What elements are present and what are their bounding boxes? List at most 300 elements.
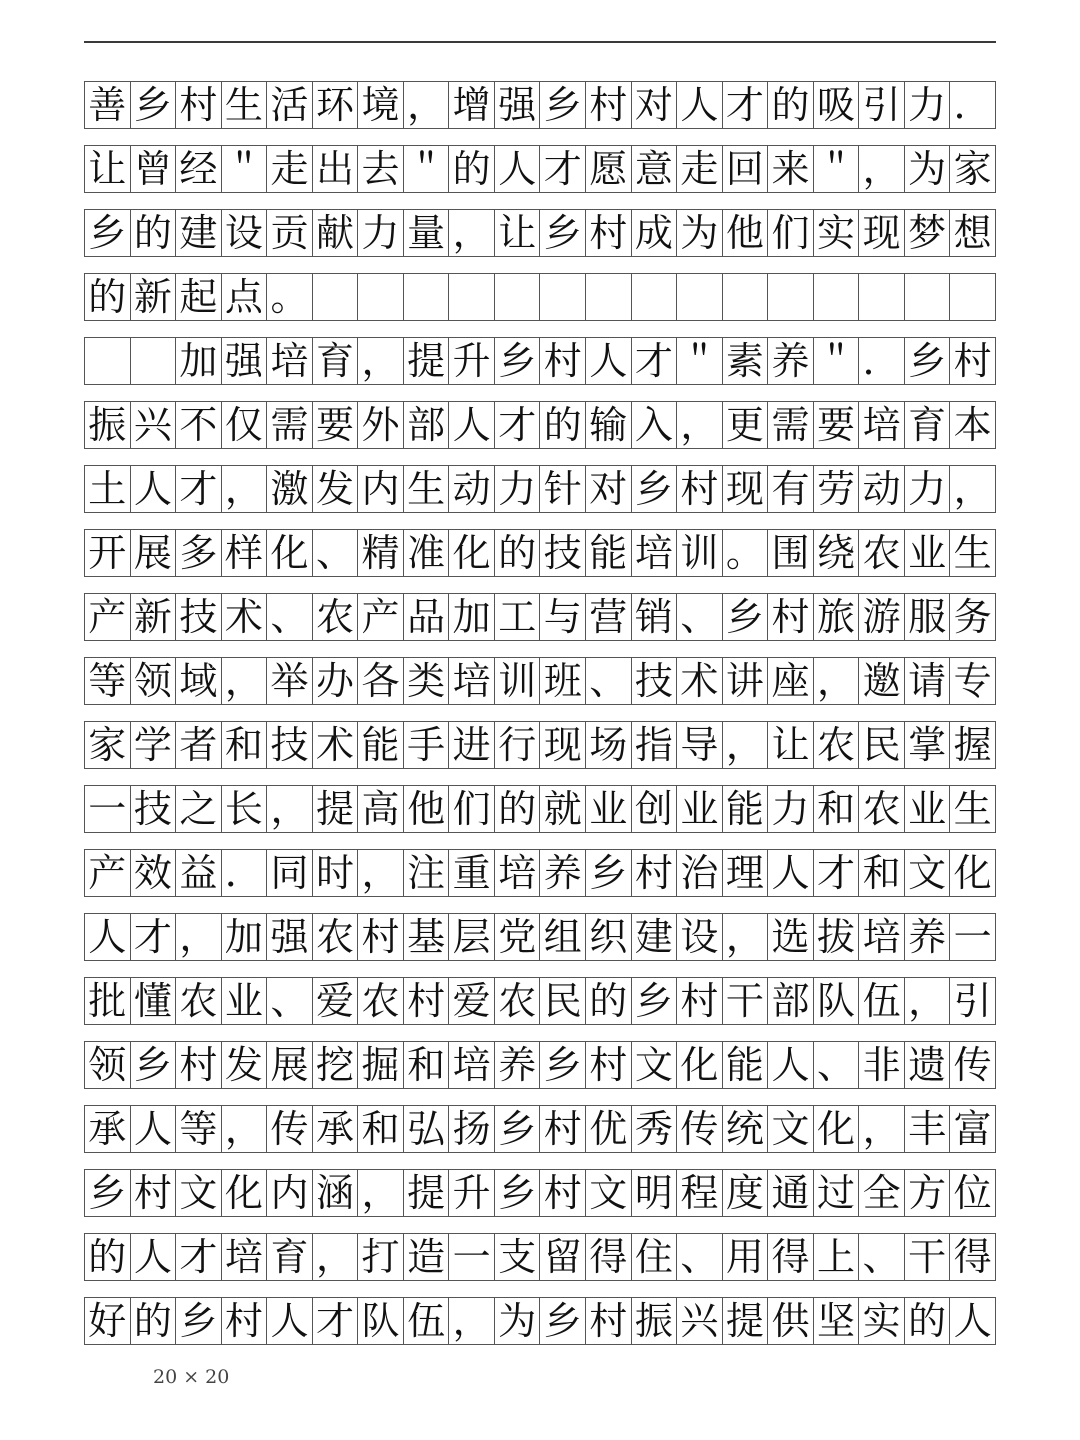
grid-cell: 引 [859, 82, 905, 128]
grid-cell: 部 [404, 402, 450, 448]
grid-cell: 环 [313, 82, 359, 128]
grid-cell: 生 [404, 466, 450, 512]
grid-cell: 村 [586, 210, 632, 256]
grid-cell: 统 [723, 1106, 769, 1152]
grid-cell: 建 [176, 210, 222, 256]
grid-cell: 队 [358, 1298, 404, 1344]
grid-cell: 现 [859, 210, 905, 256]
grid-cell: 培 [449, 1042, 495, 1088]
grid-cell: 者 [176, 722, 222, 768]
grid-cell: 富 [950, 1106, 996, 1152]
grid-cell: 化 [814, 1106, 860, 1152]
grid-row [84, 1233, 996, 1281]
grid-cell: 、 [859, 1234, 905, 1280]
grid-cell: 专 [950, 658, 996, 704]
grid-cell: 强 [267, 914, 313, 960]
grid-cell: 才 [176, 466, 222, 512]
grid-cell: 人 [85, 914, 131, 960]
grid-cell: 的 [586, 978, 632, 1024]
grid-cell: 乡 [905, 338, 951, 384]
grid-cell: 化 [267, 530, 313, 576]
grid-cell: 伍 [404, 1298, 450, 1344]
grid-cell: 农 [495, 978, 541, 1024]
grid-cell: 遗 [905, 1042, 951, 1088]
grid-cell: 、 [814, 1042, 860, 1088]
grid-cell: 民 [859, 722, 905, 768]
grid-cell: 的 [449, 146, 495, 192]
grid-cell: 农 [313, 594, 359, 640]
grid-cell: 技 [176, 594, 222, 640]
grid-row [84, 977, 996, 1025]
grid-cell: 注 [404, 850, 450, 896]
grid-cell: 全 [859, 1170, 905, 1216]
grid-cell: 针 [540, 466, 586, 512]
grid-cell: 量 [404, 210, 450, 256]
grid-cell: 村 [586, 1042, 632, 1088]
grid-cell: 打 [358, 1234, 404, 1280]
grid-cell: 化 [677, 1042, 723, 1088]
grid-cell: 营 [586, 594, 632, 640]
grid-cell: 请 [905, 658, 951, 704]
grid-cell: 激 [267, 466, 313, 512]
grid-cell: 走 [677, 146, 723, 192]
grid-cell: 民 [540, 978, 586, 1024]
grid-cell: 领 [85, 1042, 131, 1088]
grid-cell: 过 [814, 1170, 860, 1216]
grid-cell: ， [950, 466, 996, 512]
grid-size-label: 20 × 20 [153, 1366, 230, 1388]
grid-cell: 才 [814, 850, 860, 896]
grid-cell: 乡 [586, 850, 632, 896]
grid-cell: 的 [85, 1234, 131, 1280]
grid-cell: 们 [768, 210, 814, 256]
grid-cell: 振 [632, 1298, 678, 1344]
grid-row [84, 145, 996, 193]
grid-cell: 新 [131, 274, 177, 320]
grid-cell: 需 [768, 402, 814, 448]
grid-cell: 想 [950, 210, 996, 256]
grid-cell: 乡 [540, 1042, 586, 1088]
grid-cell: 各 [358, 658, 404, 704]
grid-cell: 销 [632, 594, 678, 640]
grid-cell: 讲 [723, 658, 769, 704]
grid-cell: 文 [586, 1170, 632, 1216]
grid-cell: 成 [632, 210, 678, 256]
grid-cell: 住 [632, 1234, 678, 1280]
grid-cell: 家 [85, 722, 131, 768]
grid-cell: 长 [222, 786, 268, 832]
grid-cell: 办 [313, 658, 359, 704]
grid-cell: ． [859, 338, 905, 384]
grid-cell [586, 274, 632, 320]
grid-cell: 培 [449, 658, 495, 704]
grid-cell: 业 [677, 786, 723, 832]
grid-cell: 动 [859, 466, 905, 512]
grid-cell: 样 [222, 530, 268, 576]
grid-cell: 术 [677, 658, 723, 704]
grid-cell: ， [859, 146, 905, 192]
grid-cell [85, 338, 131, 384]
grid-cell: 精 [358, 530, 404, 576]
grid-cell: 养 [495, 1042, 541, 1088]
grid-cell: 、 [313, 530, 359, 576]
grid-cell: 化 [449, 530, 495, 576]
grid-cell: 造 [404, 1234, 450, 1280]
grid-cell: 培 [632, 530, 678, 576]
grid-cell: 生 [222, 82, 268, 128]
grid-cell: 村 [176, 1042, 222, 1088]
grid-cell: 务 [950, 594, 996, 640]
grid-cell: 村 [540, 1170, 586, 1216]
grid-cell: 能 [358, 722, 404, 768]
grid-cell: 高 [358, 786, 404, 832]
grid-cell: 村 [677, 466, 723, 512]
grid-cell: 养 [905, 914, 951, 960]
grid-cell: 的 [495, 530, 541, 576]
grid-cell: 展 [131, 530, 177, 576]
grid-cell: 村 [131, 1170, 177, 1216]
grid-cell: 活 [267, 82, 313, 128]
grid-cell [131, 338, 177, 384]
grid-cell: ， [814, 658, 860, 704]
grid-cell: 强 [222, 338, 268, 384]
grid-cell: 域 [176, 658, 222, 704]
grid-cell: 生 [950, 530, 996, 576]
grid-row [84, 721, 996, 769]
grid-row [84, 913, 996, 961]
grid-cell: 座 [768, 658, 814, 704]
grid-cell: 乡 [131, 82, 177, 128]
grid-cell: 懂 [131, 978, 177, 1024]
top-rule [84, 41, 996, 43]
grid-cell: 产 [85, 594, 131, 640]
grid-cell: 才 [723, 82, 769, 128]
grid-cell: 人 [131, 466, 177, 512]
grid-cell: 强 [495, 82, 541, 128]
grid-cell: 村 [404, 978, 450, 1024]
grid-cell: 班 [540, 658, 586, 704]
grid-cell: 点 [222, 274, 268, 320]
grid-cell [495, 274, 541, 320]
grid-cell: 部 [768, 978, 814, 1024]
grid-cell: 乡 [85, 1170, 131, 1216]
grid-cell: 要 [814, 402, 860, 448]
grid-cell: 好 [85, 1298, 131, 1344]
grid-cell: ， [222, 466, 268, 512]
grid-cell: 建 [632, 914, 678, 960]
grid-cell: 优 [586, 1106, 632, 1152]
grid-cell: 发 [222, 1042, 268, 1088]
grid-cell: 曾 [131, 146, 177, 192]
grid-cell: 党 [495, 914, 541, 960]
grid-cell: ， [723, 722, 769, 768]
grid-cell: 进 [449, 722, 495, 768]
grid-row [84, 273, 996, 321]
grid-cell: 的 [131, 210, 177, 256]
grid-cell: 等 [176, 1106, 222, 1152]
grid-cell: 才 [540, 146, 586, 192]
grid-cell: 、 [677, 594, 723, 640]
grid-cell: 梦 [905, 210, 951, 256]
grid-cell: 度 [723, 1170, 769, 1216]
grid-cell: 力 [768, 786, 814, 832]
grid-row [84, 849, 996, 897]
grid-cell: 位 [950, 1170, 996, 1216]
grid-cell: 业 [905, 786, 951, 832]
grid-cell: 提 [723, 1298, 769, 1344]
grid-cell: 的 [85, 274, 131, 320]
grid-cell: 爱 [449, 978, 495, 1024]
grid-cell: 村 [768, 594, 814, 640]
grid-cell: 他 [404, 786, 450, 832]
grid-cell [358, 274, 404, 320]
grid-cell: 供 [768, 1298, 814, 1344]
grid-cell: 土 [85, 466, 131, 512]
grid-cell: 类 [404, 658, 450, 704]
grid-cell: 秀 [632, 1106, 678, 1152]
grid-cell: 游 [859, 594, 905, 640]
grid-row [84, 1297, 996, 1345]
grid-cell: 回 [723, 146, 769, 192]
grid-cell: 一 [950, 914, 996, 960]
grid-cell: 队 [814, 978, 860, 1024]
grid-cell: ， [358, 1170, 404, 1216]
grid-cell: 人 [677, 82, 723, 128]
grid-cell: ， [358, 338, 404, 384]
grid-cell: 传 [950, 1042, 996, 1088]
grid-cell: 村 [586, 82, 632, 128]
grid-cell: 用 [723, 1234, 769, 1280]
grid-cell: 家 [950, 146, 996, 192]
grid-cell: 为 [677, 210, 723, 256]
grid-cell: 层 [449, 914, 495, 960]
grid-cell: 技 [540, 530, 586, 576]
grid-cell: ， [358, 850, 404, 896]
grid-cell: 举 [267, 658, 313, 704]
grid-cell: 乡 [85, 210, 131, 256]
grid-cell: 乡 [495, 338, 541, 384]
grid-cell: 实 [814, 210, 860, 256]
grid-cell: 导 [677, 722, 723, 768]
grid-cell: 技 [131, 786, 177, 832]
grid-cell: 升 [449, 338, 495, 384]
grid-cell: 劳 [814, 466, 860, 512]
grid-cell: 仅 [222, 402, 268, 448]
grid-cell: 技 [267, 722, 313, 768]
grid-cell: 去 [358, 146, 404, 192]
grid-cell: 传 [677, 1106, 723, 1152]
grid-cell: 外 [358, 402, 404, 448]
grid-cell: 伍 [859, 978, 905, 1024]
grid-cell: 弘 [404, 1106, 450, 1152]
grid-cell: 需 [267, 402, 313, 448]
grid-cell: 村 [677, 978, 723, 1024]
grid-cell: ， [905, 978, 951, 1024]
grid-cell: 设 [222, 210, 268, 256]
grid-cell: 养 [540, 850, 586, 896]
grid-cell: 现 [723, 466, 769, 512]
grid-cell: 行 [495, 722, 541, 768]
grid-cell: 。 [723, 530, 769, 576]
grid-cell: 文 [176, 1170, 222, 1216]
grid-cell: 输 [586, 402, 632, 448]
grid-cell: 明 [632, 1170, 678, 1216]
grid-cell: 让 [495, 210, 541, 256]
grid-cell: ＂ [677, 338, 723, 384]
grid-cell: 力 [905, 466, 951, 512]
grid-cell: 乡 [723, 594, 769, 640]
grid-cell: 等 [85, 658, 131, 704]
grid-cell: 才 [313, 1298, 359, 1344]
grid-cell: 拔 [814, 914, 860, 960]
grid-cell: 培 [267, 338, 313, 384]
grid-cell: 技 [632, 658, 678, 704]
grid-cell: 和 [859, 850, 905, 896]
grid-cell: 术 [222, 594, 268, 640]
grid-row [84, 209, 996, 257]
grid-cell: 们 [449, 786, 495, 832]
grid-cell: 、 [267, 978, 313, 1024]
grid-cell: 承 [313, 1106, 359, 1152]
grid-cell [950, 274, 996, 320]
grid-row [84, 785, 996, 833]
grid-cell: 育 [267, 1234, 313, 1280]
grid-cell: 村 [176, 82, 222, 128]
grid-cell: 要 [313, 402, 359, 448]
grid-cell: 力 [905, 82, 951, 128]
grid-cell: ＂ [814, 146, 860, 192]
grid-cell: 起 [176, 274, 222, 320]
grid-cell: 增 [449, 82, 495, 128]
grid-cell: 他 [723, 210, 769, 256]
grid-cell: 围 [768, 530, 814, 576]
grid-cell: 新 [131, 594, 177, 640]
grid-cell: 服 [905, 594, 951, 640]
grid-cell: 训 [495, 658, 541, 704]
grid-cell: 得 [950, 1234, 996, 1280]
grid-cell: 发 [313, 466, 359, 512]
grid-cell: 同 [267, 850, 313, 896]
grid-cell: 和 [222, 722, 268, 768]
grid-cell: 支 [495, 1234, 541, 1280]
grid-cell: 多 [176, 530, 222, 576]
grid-cell: 邀 [859, 658, 905, 704]
grid-cell: ＂ [814, 338, 860, 384]
grid-cell: ， [267, 786, 313, 832]
grid-cell: 力 [358, 210, 404, 256]
grid-cell: 、 [267, 594, 313, 640]
grid-cell: 场 [586, 722, 632, 768]
grid-cell: 入 [632, 402, 678, 448]
grid-cell: 才 [176, 1234, 222, 1280]
grid-cell: 批 [85, 978, 131, 1024]
grid-cell: ， [404, 82, 450, 128]
grid-cell: 程 [677, 1170, 723, 1216]
grid-cell: 有 [768, 466, 814, 512]
grid-cell: 坚 [814, 1298, 860, 1344]
grid-cell: 产 [358, 594, 404, 640]
grid-cell: 工 [495, 594, 541, 640]
grid-cell: 业 [586, 786, 632, 832]
grid-cell: 培 [859, 914, 905, 960]
grid-cell: 、 [677, 1234, 723, 1280]
grid-cell: 农 [859, 530, 905, 576]
grid-cell: 掌 [905, 722, 951, 768]
grid-cell: 准 [404, 530, 450, 576]
grid-cell: 能 [586, 530, 632, 576]
grid-cell: 提 [313, 786, 359, 832]
grid-cell: 人 [131, 1234, 177, 1280]
grid-cell: 培 [859, 402, 905, 448]
grid-cell [313, 274, 359, 320]
grid-cell: 握 [950, 722, 996, 768]
grid-row [84, 465, 996, 513]
grid-cell: 加 [449, 594, 495, 640]
grid-cell: ＂ [222, 146, 268, 192]
grid-cell: 动 [449, 466, 495, 512]
grid-cell: 村 [950, 338, 996, 384]
grid-cell: 业 [905, 530, 951, 576]
grid-cell: 训 [677, 530, 723, 576]
grid-cell: 选 [768, 914, 814, 960]
grid-cell: 提 [404, 338, 450, 384]
grid-cell: 内 [267, 1170, 313, 1216]
grid-cell: 通 [768, 1170, 814, 1216]
grid-cell [404, 274, 450, 320]
grid-cell: 展 [267, 1042, 313, 1088]
grid-cell: ， [313, 1234, 359, 1280]
grid-cell: 善 [85, 82, 131, 128]
grid-cell: 留 [540, 1234, 586, 1280]
grid-row [84, 337, 996, 385]
grid-cell: 吸 [814, 82, 860, 128]
grid-cell: 掘 [358, 1042, 404, 1088]
grid-cell: 生 [950, 786, 996, 832]
grid-cell: 乡 [540, 82, 586, 128]
grid-cell: 境 [358, 82, 404, 128]
grid-cell: 品 [404, 594, 450, 640]
grid-cell: 贡 [267, 210, 313, 256]
grid-cell: 绕 [814, 530, 860, 576]
grid-cell: 手 [404, 722, 450, 768]
writing-grid [84, 81, 996, 1361]
grid-cell: 文 [632, 1042, 678, 1088]
grid-cell: 人 [131, 1106, 177, 1152]
grid-cell: 益 [176, 850, 222, 896]
grid-cell [859, 274, 905, 320]
grid-cell: 乡 [131, 1042, 177, 1088]
grid-cell: 不 [176, 402, 222, 448]
grid-cell: 农 [859, 786, 905, 832]
grid-cell: 献 [313, 210, 359, 256]
grid-cell: 传 [267, 1106, 313, 1152]
grid-cell: 能 [723, 1042, 769, 1088]
grid-row [84, 1169, 996, 1217]
grid-cell: 和 [358, 1106, 404, 1152]
grid-cell: 乡 [495, 1106, 541, 1152]
grid-cell: 得 [768, 1234, 814, 1280]
grid-cell: 理 [723, 850, 769, 896]
grid-cell: 走 [267, 146, 313, 192]
grid-cell: 愿 [586, 146, 632, 192]
grid-cell: 加 [176, 338, 222, 384]
grid-cell: 学 [131, 722, 177, 768]
grid-cell: 的 [768, 82, 814, 128]
grid-cell: 村 [358, 914, 404, 960]
grid-cell: ， [859, 1106, 905, 1152]
grid-cell: 为 [495, 1298, 541, 1344]
grid-cell: 一 [85, 786, 131, 832]
